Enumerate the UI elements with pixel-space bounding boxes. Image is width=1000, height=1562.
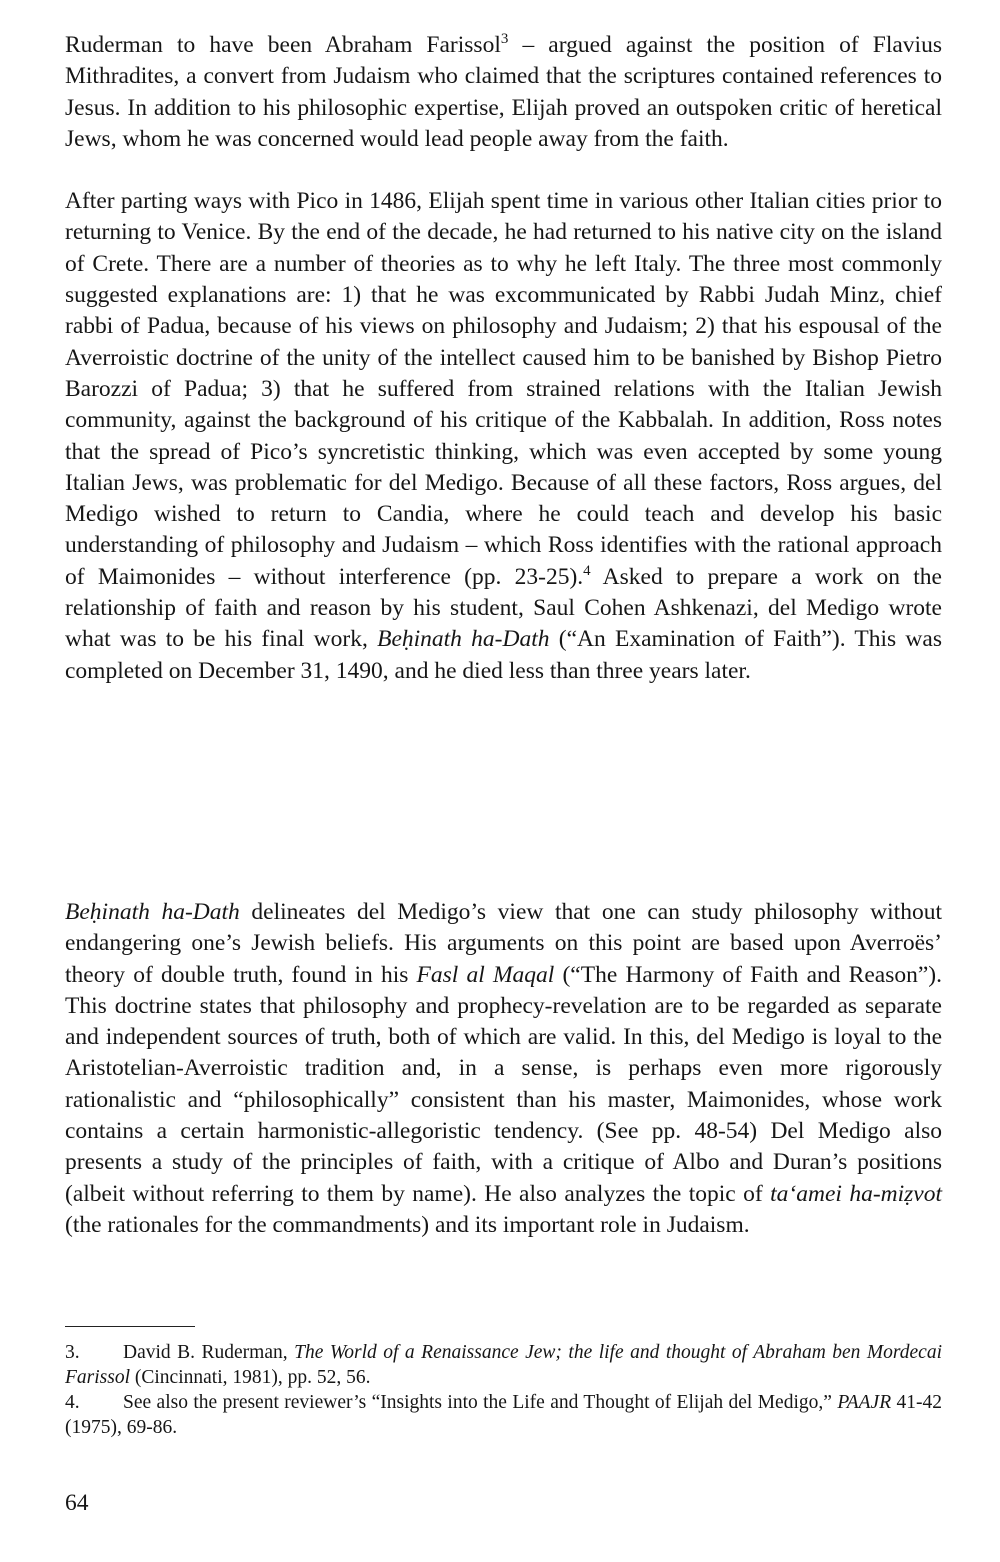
paragraph-1-text-b: – argued against the position of Flavius Mithradites, a convert from Judaism who claimed that the scriptures contained references to Jesus. In addition to his philosophic expertise, Elijah proved an outspoken critic of heretical Jews, whom he was concerned would lead people away from the faith. xyxy=(65,32,942,152)
hebrew-term: ta‘amei ha-miẓvot xyxy=(770,1180,942,1207)
paragraph-1 xyxy=(65,30,942,155)
paragraph-3-text-c: (the rationales for the commandments) and its important role in Judaism. xyxy=(65,1211,750,1238)
footnote-number: 3. xyxy=(65,1342,80,1363)
page-number: 64 xyxy=(65,1490,89,1516)
page-body xyxy=(65,30,942,687)
book-title: Beḥinath ha-Dath xyxy=(377,626,550,653)
footnote-title: PAAJR xyxy=(837,1392,892,1413)
footnote-text: See also the present reviewer’s “Insights into the Life and Thought of Elijah del Medigo,” xyxy=(123,1392,838,1413)
footnote-number: 4. xyxy=(65,1392,80,1413)
footnote-text: (Cincinnati, 1981), pp. 52, 56. xyxy=(130,1367,371,1388)
footnote-text: David B. Ruderman, xyxy=(123,1342,295,1363)
paragraph-1-text-a: Ruderman to have been Abraham Farissol xyxy=(65,32,501,58)
footnote-title: The World of a Renaissance Jew; the life and thought of Abraham ben Mordecai Farissol xyxy=(65,1342,942,1388)
footnote-3 xyxy=(65,1340,942,1390)
paragraph-2 xyxy=(65,186,942,687)
paragraph-2-text-c: (“An Examination of Faith”). This was completed on December 31, 1490, and he died less than three years later. xyxy=(65,626,942,684)
footnote-rule xyxy=(65,1326,195,1327)
paragraph-3-text-a: delineates del Medigo’s view that one can study philosophy without endangering one’s Jewish beliefs. His arguments on this point are based upon Averroës’ theory of double truth, found in his xyxy=(65,899,942,988)
footnotes xyxy=(65,1340,942,1440)
footnote-ref-4: 4 xyxy=(583,562,591,579)
paragraph-3-text-b: (“The Harmony of Faith and Reason”). This doctrine states that philosophy and prophecy-revelation are to be regarded as separate and independent sources of truth, both of which are valid. In this, del Medigo is loyal to the Aristotelian-Averroistic tradition and, in a sense, is perhaps even more rigorously rationalistic and “philosophically” consistent than his master, Maimonides, whose work contains a certain harmonistic-allegoristic tendency. (See pp. 48-54) Del Medigo also presents a study of the principles of faith, with a critique of Albo and Duran’s positions (albeit without referring to them by name). He also analyzes the topic of xyxy=(65,961,942,1207)
work-title: Fasl al Maqal xyxy=(416,961,555,988)
book-title: Beḥinath ha-Dath xyxy=(65,899,240,925)
paragraph-3 xyxy=(65,897,942,1241)
footnote-ref-3: 3 xyxy=(500,31,509,48)
footnote-text: 41-42 (1975), 69-86. xyxy=(65,1392,942,1438)
paragraph-2-text-a: After parting ways with Pico in 1486, Elijah spent time in various other Italian cities prior to returning to Venice. By the end of the decade, he had returned to his native city on the island of Crete. There are a number of theories as to why he left Italy. The three most commonly suggested explanations are: 1) that he was excommunicated by Rabbi Judah Minz, chief rabbi of Padua, because of his views on philosophy and Judaism; 2) that his espousal of the Averroistic doctrine of the unity of the intellect caused him to be banished by Bishop Pietro Barozzi of Padua; 3) that he suffered from strained relations with the Italian Jewish community, against the background of his critique of the Kabbalah. In addition, Ross notes that the spread of Pico’s syncretistic thinking, which was even accepted by some young Italian Jews, was problematic for del Medigo. Because of all these factors, Ross argues, del Medigo wished to return to Candia, where he could teach and develop his basic understanding of philosophy and Judaism – which Ross identifies with the rational approach of Maimonides – without interference (pp. 23-25). xyxy=(65,188,942,590)
paragraph-2-text-b: Asked to prepare a work on the relationship of faith and reason by his student, Saul Cohen Ashkenazi, del Medigo wrote what was to be his final work, xyxy=(65,563,942,653)
footnote-4 xyxy=(65,1390,942,1440)
